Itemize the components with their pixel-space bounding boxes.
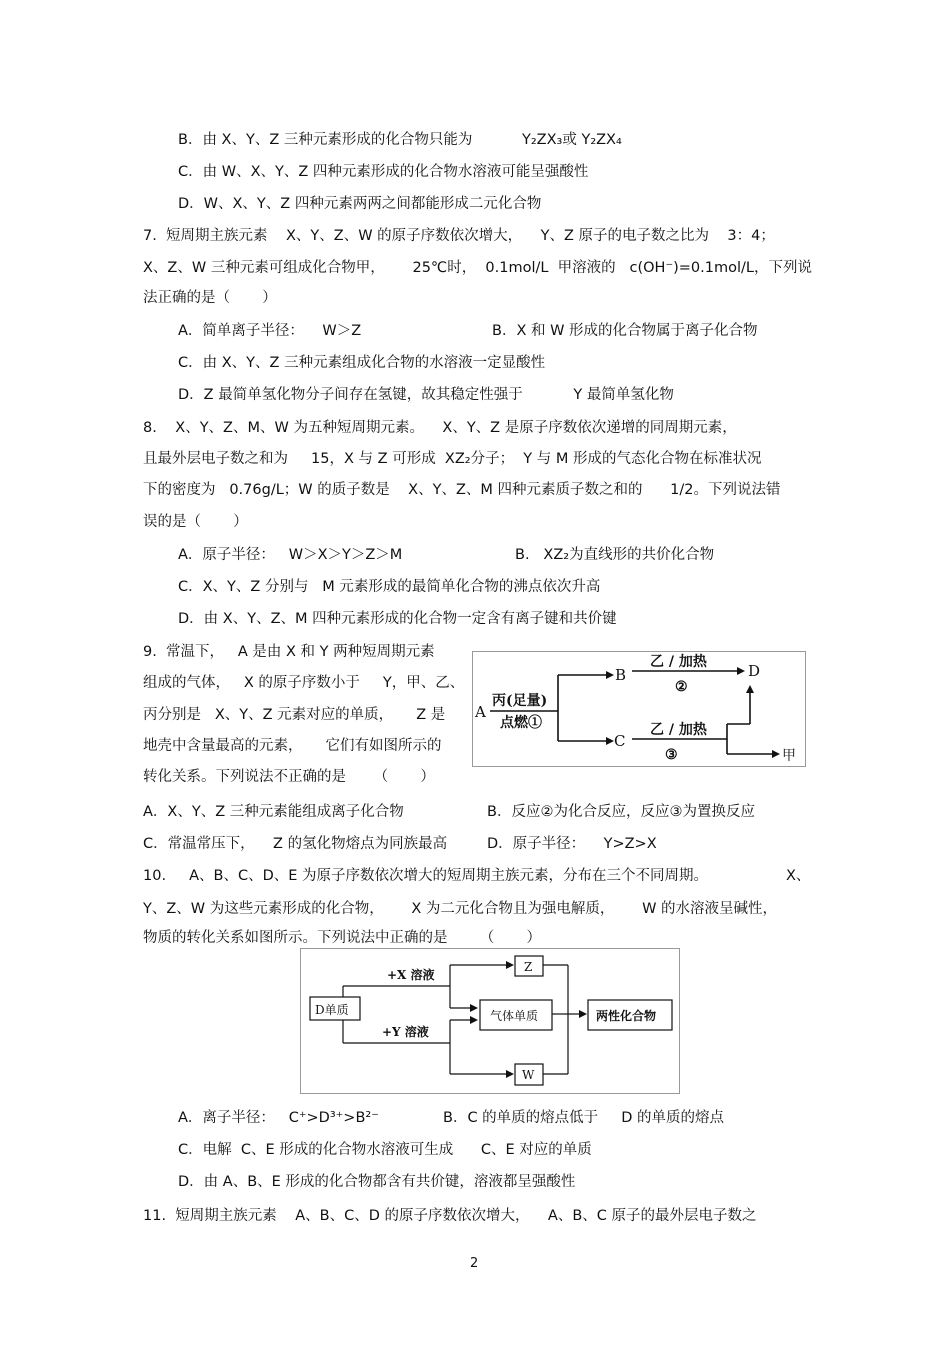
option-7c: C．由 X、Y、Z 三种元素组成化合物的水溶液一定显酸性: [178, 355, 546, 371]
question-9-stem-5: 转化关系。下列说法不正确的是 （ ）: [143, 769, 435, 785]
reaction-diagram-q10: [300, 948, 680, 1094]
node-jia: 甲: [782, 748, 796, 764]
gas-element-box: 气体单质: [490, 1009, 539, 1023]
z-box: Z: [524, 960, 533, 974]
question-8-stem-3: 下的密度为 0.76g/L；W 的质子数是 X、Y、Z、M 四种元素质子数之和的 1/2。下列说法错: [143, 482, 781, 498]
d-element-box: D单质: [315, 1003, 349, 1017]
question-10-stem-1-end: X、: [786, 868, 811, 884]
amphoteric-compound-box: 两性化合物: [596, 1009, 657, 1023]
option-10d: D．由 A、B、E 形成的化合物都含有共价键，溶液都呈强酸性: [178, 1174, 576, 1190]
option-10a: A．离子半径： C⁺>D³⁺>B²⁻: [178, 1110, 379, 1126]
question-9-stem-2: 组成的气体， X 的原子序数小于 Y，甲、乙、: [143, 675, 465, 691]
option-6b-formula: Y₂ZX₃或 Y₂ZX₄: [522, 132, 622, 148]
question-10-stem-1: 10. A、B、C、D、E 为原子序数依次增大的短周期主族元素，分布在三个不同周期。: [143, 868, 709, 884]
option-10c: C．电解 C、E 形成的化合物水溶液可生成 C、E 对应的单质: [178, 1142, 592, 1158]
question-7-stem-2: X、Z、W 三种元素可组成化合物甲， 25℃时， 0.1mol/L 甲溶液的 c(OH⁻)=0.1mol/L，下列说: [143, 260, 812, 276]
option-7d: D．Z 最简单氢化物分子间存在氢键，故其稳定性强于 Y 最简单氢化物: [178, 387, 674, 403]
upper-reaction-number: ②: [675, 679, 688, 695]
option-6b: B．由 X、Y、Z 三种元素形成的化合物只能为: [178, 132, 473, 148]
option-8d: D．由 X、Y、Z、M 四种元素形成的化合物一定含有离子键和共价键: [178, 611, 617, 627]
page-number: 2: [470, 1256, 479, 1271]
question-8-stem-2: 且最外层电子数之和为 15，X 与 Z 可形成 XZ₂分子； Y 与 M 形成的气态化合物在标准状况: [143, 451, 762, 467]
condition-top: 丙(足量): [492, 693, 548, 709]
question-7-stem-1: 7. 短周期主族元素 X、Y、Z、W 的原子序数依次增大， Y、Z 原子的电子数之比为 3：4；: [143, 228, 775, 244]
upper-condition: 乙 / 加热: [650, 654, 707, 670]
w-box: W: [522, 1068, 535, 1082]
question-11-stem-1: 11. 短周期主族元素 A、B、C、D 的原子序数依次增大， A、B、C 原子的最外层电子数之: [143, 1208, 757, 1224]
node-b: B: [615, 666, 627, 684]
option-6c: C．由 W、X、Y、Z 四种元素形成的化合物水溶液可能呈强酸性: [178, 164, 589, 180]
option-9b: B．反应②为化合反应，反应③为置换反应: [487, 804, 755, 820]
lower-reaction-number: ③: [665, 747, 678, 763]
question-9-stem-3: 丙分别是 X、Y、Z 元素对应的单质， Z 是: [143, 707, 446, 723]
option-8b: B. XZ₂为直线形的共价化合物: [515, 547, 715, 563]
y-solution-label: +Y 溶液: [382, 1025, 429, 1039]
condition-bottom: 点燃①: [500, 715, 542, 731]
question-7-stem-3: 法正确的是（ ）: [143, 290, 277, 306]
question-9-stem-1: 9. 常温下， A 是由 X 和 Y 两种短周期元素: [143, 644, 435, 660]
option-7a: A．简单离子半径： W＞Z: [178, 323, 362, 339]
reaction-diagram-q9: [472, 651, 806, 767]
node-d: D: [748, 662, 761, 680]
node-c: C: [614, 732, 626, 750]
question-9-stem-4: 地壳中含量最高的元素， 它们有如图所示的: [143, 738, 442, 754]
option-9a: A．X、Y、Z 三种元素能组成离子化合物: [143, 804, 404, 820]
option-8c: C．X、Y、Z 分别与 M 元素形成的最简单化合物的沸点依次升高: [178, 579, 601, 595]
option-8a: A．原子半径： W＞X＞Y＞Z＞M: [178, 547, 403, 563]
option-9c: C．常温常压下， Z 的氢化物熔点为同族最高: [143, 836, 448, 852]
question-10-stem-2: Y、Z、W 为这些元素形成的化合物， X 为二元化合物且为强电解质， W 的水溶液呈碱性，: [143, 901, 778, 917]
option-6d: D．W、X、Y、Z 四种元素两两之间都能形成二元化合物: [178, 196, 542, 212]
question-10-stem-3: 物质的转化关系如图所示。下列说法中正确的是 （ ）: [143, 930, 542, 946]
option-10b: B．C 的单质的熔点低于 D 的单质的熔点: [443, 1110, 724, 1126]
x-solution-label: +X 溶液: [387, 968, 435, 982]
question-8-stem-1: 8. X、Y、Z、M、W 为五种短周期元素。 X、Y、Z 是原子序数依次递增的同周期元素，: [143, 420, 737, 436]
lower-condition: 乙 / 加热: [650, 722, 707, 738]
question-8-stem-4: 误的是（ ）: [143, 514, 248, 530]
option-7b: B．X 和 W 形成的化合物属于离子化合物: [492, 323, 758, 339]
option-9d: D．原子半径： Y>Z>X: [487, 836, 657, 852]
node-a: A: [475, 703, 486, 721]
